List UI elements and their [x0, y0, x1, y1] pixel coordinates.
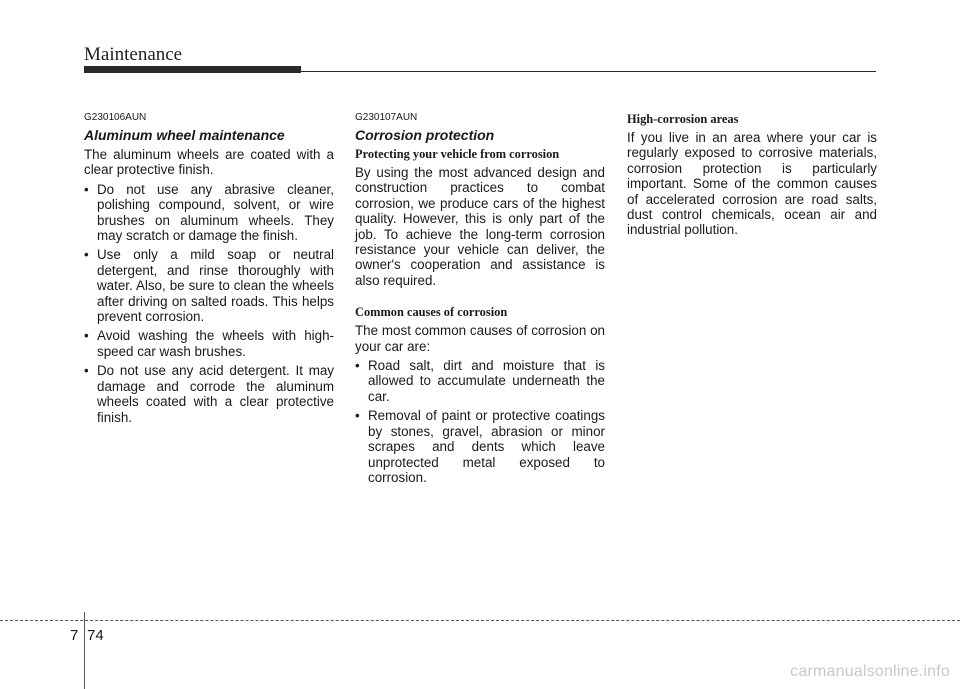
paragraph: The aluminum wheels are coated with a clear protective finish. — [84, 147, 334, 178]
paragraph: The most common causes of corrosion on your car are: — [355, 323, 605, 354]
list-item-text: Do not use any acid detergent. It may damage and corrode the aluminum wheels coated with a clear protective finish. — [97, 363, 334, 425]
watermark: carmanualsonline.info — [790, 663, 950, 680]
bullet-icon: • — [84, 181, 89, 197]
bullet-icon: • — [355, 408, 360, 424]
list-item-text: Removal of paint or protective coatings by stones, gravel, abrasion or minor scrapes and dents which leave unprotected metal exposed to corrosion. — [368, 408, 605, 485]
bullet-icon: • — [84, 363, 89, 379]
bullet-icon: • — [84, 328, 89, 344]
list-item — [84, 328, 334, 359]
list-item — [84, 247, 334, 324]
list-item-text: Use only a mild soap or neutral detergent, and rinse thoroughly with water. Also, be sure to clean the wheels after driving on salted roads. This helps prevent corrosion. — [97, 247, 334, 325]
header-rule — [301, 71, 876, 72]
bullet-icon: • — [84, 247, 89, 263]
list-item — [84, 363, 334, 425]
list-item — [84, 182, 334, 244]
list-item — [355, 358, 605, 404]
list-item-text: Do not use any abrasive cleaner, polishing compound, solvent, or wire brushes on aluminum wheels. They may scratch or damage the finish. — [97, 181, 334, 244]
high-corrosion-section — [627, 112, 877, 242]
list-item-text: Avoid washing the wheels with high-speed car wash brushes. — [97, 328, 334, 359]
header-bar — [84, 66, 301, 73]
paragraph: By using the most advanced design and construction practices to combat corrosion, we produce cars of the highest quality. However, this is only part of the job. To achieve the long-term corrosion resistance your vehicle can deliver, the owner's cooperation and assistance is also required. — [355, 165, 605, 288]
corrosion-protection-section — [355, 112, 605, 489]
paragraph: If you live in an area where your car is regularly exposed to corrosive materials, corrosion protection is particularly important. Some of the common causes of accelerated corrosion are road salts, dust control chemicals, ocean air and industrial pollution. — [627, 130, 877, 238]
section-code: G230106AUN — [84, 112, 147, 123]
page-section-title: Maintenance — [84, 44, 183, 65]
list-item-text: Road salt, dirt and moisture that is allowed to accumulate underneath the car. — [368, 358, 605, 404]
sub-heading: Common causes of corrosion — [355, 305, 508, 320]
section-title: Corrosion protection — [355, 127, 495, 143]
list-item — [355, 408, 605, 485]
sub-heading: Protecting your vehicle from corrosion — [355, 147, 560, 161]
chapter-number: 7 — [70, 627, 79, 644]
footer-dashed-rule — [0, 620, 960, 621]
aluminum-wheel-section — [84, 112, 334, 429]
bullet-list — [355, 358, 605, 485]
bullet-list — [84, 182, 334, 425]
section-title: Aluminum wheel maintenance — [84, 127, 285, 143]
section-code: G230107AUN — [355, 112, 418, 123]
sub-heading: High-corrosion areas — [627, 112, 739, 126]
page-number: 74 — [87, 627, 104, 644]
footer-divider — [84, 612, 85, 689]
bullet-icon: • — [355, 358, 360, 374]
